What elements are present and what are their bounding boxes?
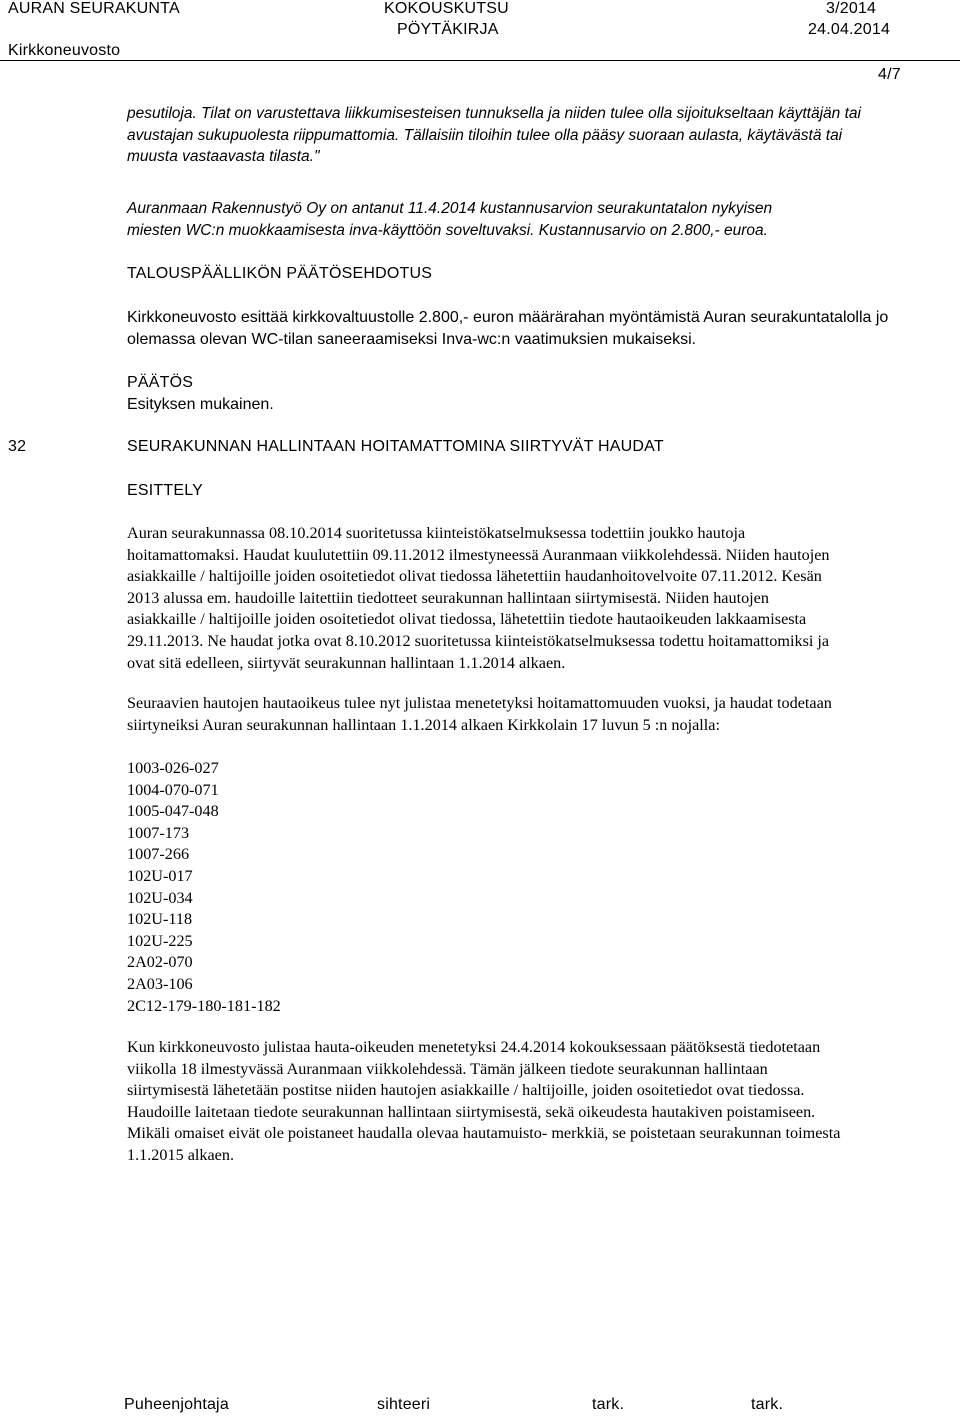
meeting-date: 24.04.2014: [808, 21, 891, 38]
statement-line: Auranmaan Rakennustyö Oy on antanut 11.4.2014 kustannusarvion seurakuntatalon nykyisen: [127, 200, 773, 217]
grave-id: 2A03-106: [127, 974, 193, 993]
paragraph-line: asiakkaille / haltijoille joiden osoitetiedot olivat tiedossa, lähetettiin tiedote hautaoikeuden lakkaamisesta: [127, 610, 807, 629]
cost-estimate-statement: [127, 198, 772, 241]
footer-checker-2: tark.: [751, 1396, 784, 1413]
footer-chair: Puheenjohtaja: [124, 1396, 229, 1413]
paragraph-line: 29.11.2013. Ne haudat jotka ovat 8.10.2012 suoritetussa kiinteistökatselmuksessa todettu hoitamattomiksi ja: [127, 631, 830, 650]
page-number: 4/7: [878, 66, 901, 83]
decision-heading: PÄÄTÖS: [127, 374, 194, 391]
paragraph-line: asiakkaille / haltijoille joiden osoitetiedot olivat tiedossa lähetettiin haudanhoitovelvoite 07.11.2012. Kesän: [127, 567, 822, 586]
grave-id: 102U-118: [127, 910, 193, 929]
grave-id: 2A02-070: [127, 953, 193, 972]
intro-quote-line: muusta vastaavasta tilasta.": [127, 148, 320, 166]
section-title: SEURAKUNNAN HALLINTAAN HOITAMATTOMINA SIIRTYVÄT HAUDAT: [127, 438, 664, 455]
body-name: Kirkkoneuvosto: [8, 42, 121, 59]
grave-id: 102U-225: [127, 931, 193, 950]
paragraph-line: siirtyneiksi Auran seurakunnan hallintaan 1.1.2014 alkaen Kirkkolain 17 luvun 5 :n nojalla:: [127, 715, 720, 734]
paragraph-line: ovat sitä edelleen, siirtyvät seurakunnan hallintaan 1.1.2014 alkaen.: [127, 653, 566, 672]
esittely-heading: ESITTELY: [127, 482, 203, 499]
grave-id: 102U-017: [127, 866, 193, 885]
decision-text: Esityksen mukainen.: [127, 396, 274, 413]
paragraph-line: Kun kirkkoneuvosto julistaa hauta-oikeuden menetetyksi 24.4.2014 kokouksessaan päätöksestä tiedotetaan: [127, 1038, 821, 1056]
proposal-line: olemassa olevan WC-tilan saneeraamiseksi Inva-wc:n vaatimuksien mukaiseksi.: [127, 330, 697, 348]
paragraph-line: Seuraavien hautojen hautaoikeus tulee nyt julistaa menetetyksi hoitamattomuuden vuoksi, ja haudat todetaan: [127, 694, 832, 712]
grave-id: 1007-173: [127, 823, 190, 842]
proposal-text: [127, 307, 888, 350]
paragraph-line: Haudoille laitetaan tiedote seurakunnan hallintaan siirtymisestä, sekä oikeudesta hautakiven poistamiseen.: [127, 1102, 816, 1121]
intro-quote: [127, 103, 861, 168]
paragraph-line: viikolla 18 ilmestyvässä Auranmaan viikkolehdessä. Tämän jälkeen tiedote seurakunnan hallintaan: [127, 1059, 768, 1078]
esittely-paragraph-2: [127, 693, 832, 736]
header-rule: [0, 60, 960, 61]
grave-id: 1007-266: [127, 845, 190, 864]
esittely-paragraph-1: [127, 523, 830, 674]
statement-line: miesten WC:n muokkaamisesta inva-käyttöön soveltuvaksi. Kustannusarvio on 2.800,- euroa.: [127, 221, 768, 239]
grave-id: 102U-034: [127, 888, 193, 907]
meeting-number: 3/2014: [826, 0, 877, 17]
paragraph-line: Mikäli omaiset eivät ole poistaneet haudalla olevaa hautamuisto- merkkiä, se poistetaan seurakunnan toimesta: [127, 1124, 841, 1143]
intro-quote-line: pesutiloja. Tilat on varustettava liikkumisesteisen tunnuksella ja niiden tulee olla sijoitukseltaan käyttäjän tai: [127, 105, 861, 122]
doc-type-invitation: KOKOUSKUTSU: [384, 0, 509, 17]
paragraph-line: hoitamattomaksi. Haudat kuulutettiin 09.11.2012 ilmestyneessä Auranmaan viikkolehdessä. Niiden hautojen: [127, 545, 830, 564]
grave-id: 1005-047-048: [127, 802, 219, 821]
grave-id: 1004-070-071: [127, 780, 219, 799]
grave-list: [127, 758, 281, 1017]
intro-quote-line: avustajan sukupuolesta riippumattomia. Tällaisiin tiloihin tulee olla pääsy suoraan aulasta, käytävästä tai: [127, 126, 843, 144]
footer-secretary: sihteeri: [377, 1396, 431, 1413]
org-name: AURAN SEURAKUNTA: [8, 0, 180, 17]
grave-id: 2C12-179-180-181-182: [127, 996, 281, 1015]
proposal-line: Kirkkoneuvosto esittää kirkkovaltuustolle 2.800,- euron määrärahan myöntämistä Auran seurakuntatalolla jo: [127, 309, 889, 326]
esittely-paragraph-3: [127, 1037, 840, 1167]
footer-checker-1: tark.: [592, 1396, 625, 1413]
doc-type-minutes: PÖYTÄKIRJA: [397, 21, 499, 38]
paragraph-line: siirtymisestä lähetetään postitse niiden hautojen asiakkaille / haltijoille, joiden osoitetiedot ovat tiedossa.: [127, 1081, 805, 1100]
grave-id: 1003-026-027: [127, 759, 219, 777]
proposal-heading: TALOUSPÄÄLLIKÖN PÄÄTÖSEHDOTUS: [127, 265, 433, 282]
paragraph-line: Auran seurakunnassa 08.10.2014 suoritetussa kiinteistökatselmuksessa todettiin joukko hautoja: [127, 524, 746, 542]
paragraph-line: 1.1.2015 alkaen.: [127, 1145, 234, 1164]
paragraph-line: 2013 alussa em. haudoille laitettiin tiedotteet seurakunnan hallintaan siirtymisestä. Niiden hautojen: [127, 588, 769, 607]
section-number: 32: [8, 438, 27, 455]
